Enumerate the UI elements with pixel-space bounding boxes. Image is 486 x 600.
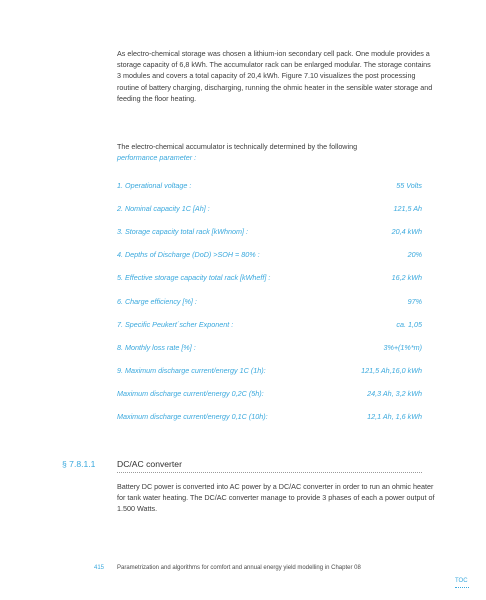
parameter-row <box>117 272 422 283</box>
parameter-row <box>117 388 422 399</box>
parameter-value: 121,5 Ah,16,0 kWh <box>361 366 422 375</box>
toc-underline <box>455 587 469 588</box>
section-title: DC/AC converter <box>117 459 182 469</box>
parameter-label: Maximum discharge current/energy 0,1C (10h): <box>117 412 268 421</box>
intro-paragraph: As electro-chemical storage was chosen a lithium-ion secondary cell pack. One module provides a storage capacity of 6,8 kWh. The accumulator rack can be enlarged modular. The storage contains 3 modules and covers a total capacity of 20,4 kWh. Figure 7.10 visualizes the post processing routine of battery charging, discharging, running the ohmic heater in the sensible water storage and feeding the floor heating. <box>117 49 433 103</box>
parameter-label: 8. Monthly loss rate [%] : <box>117 343 196 352</box>
parameter-value: 20% <box>407 250 422 259</box>
lead-text: The electro-chemical accumulator is technically determined by the following <box>117 142 358 151</box>
page-number: 415 <box>94 565 105 571</box>
parameter-row <box>117 342 422 353</box>
footer-running-title: Parametrization and algorithms for comfort and annual energy yield modelling in Chapter 08 <box>117 565 361 571</box>
parameter-row <box>117 180 422 191</box>
lead-paragraph <box>117 141 417 163</box>
parameter-label: 4. Depths of Discharge (DoD) >SOH = 80% : <box>117 250 260 259</box>
parameter-label: 9. Maximum discharge current/energy 1C (1h): <box>117 366 266 375</box>
parameter-value: 20,4 kWh <box>391 227 422 236</box>
parameter-row <box>117 365 422 376</box>
parameter-value: 97% <box>407 297 422 306</box>
parameter-label: 6. Charge efficiency [%] : <box>117 297 197 306</box>
parameter-row <box>117 226 422 237</box>
parameter-value: 55 Volts <box>396 181 422 190</box>
parameter-value: ca. 1,05 <box>396 320 422 329</box>
section-paragraph: Battery DC power is converted into AC power by a DC/AC converter in order to run an ohmic heater for tank water heating. The DC/AC converter manage to provide 3 phases of each a power output of 1.500 Watts. <box>117 482 435 514</box>
parameter-label: 7. Specific Peukert´scher Exponent : <box>117 320 234 329</box>
parameter-row <box>117 296 422 307</box>
parameter-label: 3. Storage capacity total rack [kWhnom] : <box>117 227 249 236</box>
toc-link[interactable]: TOC <box>455 578 468 584</box>
parameter-row <box>117 319 422 330</box>
parameter-label: 1. Operational voltage : <box>117 181 192 190</box>
parameter-row <box>117 249 422 260</box>
parameter-row <box>117 411 422 422</box>
parameter-value: 121,5 Ah <box>393 204 422 213</box>
parameter-label: 2. Nominal capacity 1C [Ah] : <box>117 204 210 213</box>
parameter-label: Maximum discharge current/energy 0,2C (5h): <box>117 389 264 398</box>
parameter-value: 24,3 Ah, 3,2 kWh <box>367 389 422 398</box>
section-number: § 7.8.1.1 <box>62 459 96 469</box>
parameter-value: 12,1 Ah, 1,6 kWh <box>367 412 422 421</box>
section-divider <box>117 472 422 473</box>
parameter-row <box>117 203 422 214</box>
parameter-label: 5. Effective storage capacity total rack [kWheff] : <box>117 273 271 282</box>
parameter-value: 3%+(1%*m) <box>383 343 422 352</box>
lead-accent-text: performance parameter : <box>117 153 197 163</box>
parameter-value: 16,2 kWh <box>391 273 422 282</box>
